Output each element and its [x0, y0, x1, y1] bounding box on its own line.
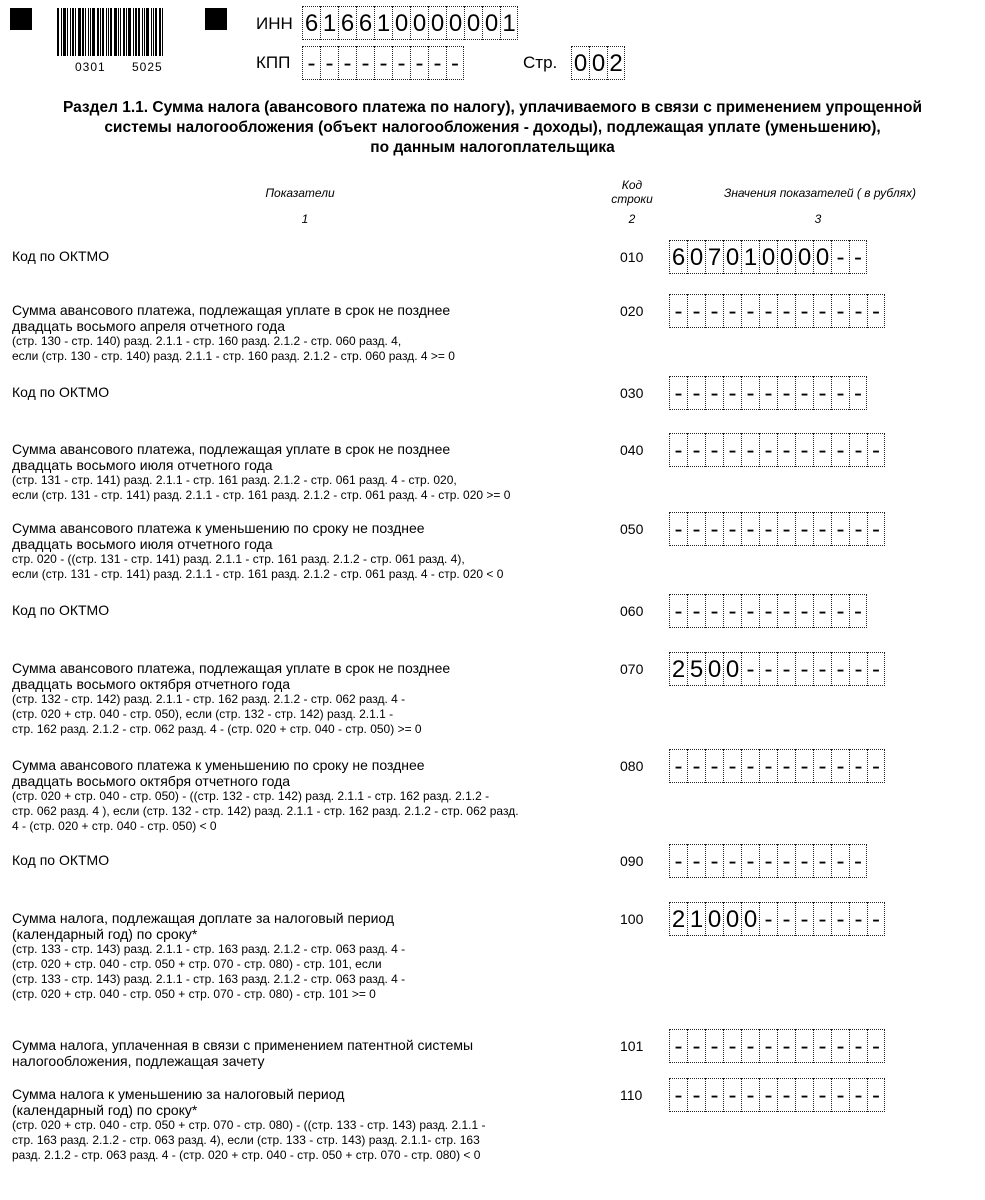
row-label: налогообложения, подлежащая зачету: [12, 1053, 265, 1069]
row-label: Сумма авансового платежа к уменьшению по сроку не позднее: [12, 520, 425, 536]
digit-cell: -: [723, 512, 741, 546]
barcode-bar: [70, 8, 71, 56]
digit-cell: -: [687, 376, 705, 410]
digit-cell: -: [759, 376, 777, 410]
digit-cell: -: [813, 294, 831, 328]
row-formula: стр. 162 разд. 2.1.2 - стр. 062 разд. 4 - (стр. 020 + стр. 040 - стр. 050) >= 0: [12, 722, 422, 736]
row-label: Сумма авансового платежа, подлежащая уплате в срок не позднее: [12, 660, 451, 676]
value-field-110[interactable]: [669, 1078, 885, 1112]
digit-cell: -: [813, 433, 831, 467]
row-formula: (стр. 020 + стр. 040 - стр. 050) - ((стр. 132 - стр. 142) разд. 2.1.1 - стр. 162 разд. 2.1.2 -: [12, 789, 490, 803]
digit-cell: -: [831, 376, 849, 410]
row-formula: (стр. 133 - стр. 143) разд. 2.1.1 - стр. 163 разд. 2.1.2 - стр. 063 разд. 4 -: [12, 942, 406, 956]
digit-cell: -: [741, 1029, 759, 1063]
digit-cell: -: [741, 594, 759, 628]
digit-cell: 2: [607, 46, 625, 80]
digit-cell: -: [813, 1029, 831, 1063]
row-formula: стр. 163 разд. 2.1.2 - стр. 063 разд. 4), если (стр. 133 - стр. 143) разд. 2.1.1- стр. 163: [12, 1133, 480, 1147]
inn-label: ИНН: [256, 14, 293, 33]
row-code: 100: [620, 911, 644, 927]
row-label: Сумма налога, подлежащая доплате за налоговый период: [12, 910, 395, 926]
row-code: 030: [620, 385, 644, 401]
digit-cell: -: [705, 1078, 723, 1112]
digit-cell: -: [741, 512, 759, 546]
digit-cell: -: [669, 433, 687, 467]
barcode-bar: [75, 8, 76, 56]
digit-cell: 1: [500, 6, 518, 40]
row-code: 060: [620, 603, 644, 619]
row-label: Код по ОКТМО: [12, 384, 110, 400]
barcode-bar: [118, 8, 119, 56]
value-field-030[interactable]: [669, 376, 867, 410]
digit-cell: -: [849, 902, 867, 936]
barcode-bar: [128, 8, 131, 56]
digit-cell: -: [813, 844, 831, 878]
digit-cell: -: [392, 46, 410, 80]
value-field-090[interactable]: [669, 844, 867, 878]
digit-cell: -: [867, 294, 885, 328]
digit-cell: -: [849, 749, 867, 783]
barcode-bar: [88, 8, 89, 56]
row-label: (календарный год) по сроку*: [12, 926, 198, 942]
value-field-040[interactable]: [669, 433, 885, 467]
digit-cell: -: [777, 844, 795, 878]
row-formula: если (стр. 131 - стр. 141) разд. 2.1.1 - стр. 161 разд. 2.1.2 - стр. 061 разд. 4 - стр. 020 < 0: [12, 567, 504, 581]
digit-cell: -: [741, 652, 759, 686]
digit-cell: 0: [705, 902, 723, 936]
digit-cell: 0: [759, 240, 777, 274]
value-field-100[interactable]: [669, 902, 885, 936]
barcode-bar: [67, 8, 68, 56]
digit-cell: 0: [446, 6, 464, 40]
digit-cell: -: [831, 1078, 849, 1112]
barcode-bar: [146, 8, 149, 56]
digit-cell: -: [723, 1078, 741, 1112]
digit-cell: -: [741, 376, 759, 410]
digit-cell: -: [723, 594, 741, 628]
digit-cell: -: [446, 46, 464, 80]
digit-cell: 0: [392, 6, 410, 40]
barcode-bar: [159, 8, 161, 56]
column-header-values: Значения показателей ( в рублях): [723, 186, 917, 200]
digit-cell: -: [705, 433, 723, 467]
column-header-code-line-1: Код: [621, 178, 643, 192]
digit-cell: -: [867, 512, 885, 546]
digit-cell: 6: [338, 6, 356, 40]
row-label: Код по ОКТМО: [12, 852, 110, 868]
digit-cell: -: [759, 512, 777, 546]
digit-cell: -: [849, 1029, 867, 1063]
barcode-bar: [144, 8, 145, 56]
value-field-050[interactable]: [669, 512, 885, 546]
section-title-line-1: Раздел 1.1. Сумма налога (авансового платежа по налогу), уплачиваемого в связи с применением упрощенной: [62, 99, 923, 116]
digit-cell: 0: [589, 46, 607, 80]
row-label: двадцать восьмого июля отчетного года: [12, 536, 273, 552]
digit-cell: -: [356, 46, 374, 80]
section-title-line-3: по данным налогоплательщика: [370, 139, 615, 156]
digit-cell: -: [410, 46, 428, 80]
digit-cell: -: [669, 844, 687, 878]
row-code: 010: [620, 249, 644, 265]
row-formula: (стр. 133 - стр. 143) разд. 2.1.1 - стр. 163 разд. 2.1.2 - стр. 063 разд. 4 -: [12, 972, 406, 986]
row-label: двадцать восьмого апреля отчетного года: [12, 318, 285, 334]
barcode-bar: [108, 8, 109, 56]
value-field-070[interactable]: [669, 652, 885, 686]
digit-cell: 2: [669, 902, 687, 936]
row-label: Сумма авансового платежа, подлежащая уплате в срок не позднее: [12, 441, 451, 457]
column-header-code: [597, 178, 667, 206]
digit-cell: -: [867, 902, 885, 936]
digit-cell: 0: [705, 652, 723, 686]
row-formula: (стр. 132 - стр. 142) разд. 2.1.1 - стр. 162 разд. 2.1.2 - стр. 062 разд. 4 -: [12, 692, 406, 706]
digit-cell: -: [705, 594, 723, 628]
digit-cell: -: [795, 376, 813, 410]
section-title-line-2: системы налогообложения (объект налогообложения - доходы), подлежащая уплате (уменьшению),: [104, 119, 881, 136]
digit-cell: -: [705, 749, 723, 783]
digit-cell: 0: [410, 6, 428, 40]
digit-cell: -: [687, 1078, 705, 1112]
row-formula: (стр. 020 + стр. 040 - стр. 050 + стр. 070 - стр. 080) - ((стр. 133 - стр. 143) разд. 2.1.1 -: [12, 1118, 486, 1132]
digit-cell: -: [705, 1029, 723, 1063]
barcode-bar: [92, 8, 95, 56]
digit-cell: -: [759, 1029, 777, 1063]
digit-cell: -: [741, 1078, 759, 1112]
digit-cell: -: [759, 294, 777, 328]
digit-cell: -: [669, 376, 687, 410]
digit-cell: 0: [464, 6, 482, 40]
digit-cell: -: [777, 1078, 795, 1112]
digit-cell: -: [831, 652, 849, 686]
digit-cell: 2: [669, 652, 687, 686]
digit-cell: -: [777, 594, 795, 628]
digit-cell: -: [831, 1029, 849, 1063]
digit-cell: -: [795, 512, 813, 546]
section-title: [0, 98, 985, 158]
barcode-bar: [72, 8, 74, 56]
digit-cell: -: [669, 594, 687, 628]
digit-cell: -: [813, 652, 831, 686]
value-field-101[interactable]: [669, 1029, 885, 1063]
row-formula: стр. 020 - ((стр. 131 - стр. 141) разд. 2.1.1 - стр. 161 разд. 2.1.2 - стр. 061 разд. 4),: [12, 552, 465, 566]
digit-cell: -: [759, 749, 777, 783]
digit-cell: -: [831, 294, 849, 328]
digit-cell: -: [795, 433, 813, 467]
digit-cell: -: [813, 1078, 831, 1112]
digit-cell: 0: [571, 46, 589, 80]
digit-cell: -: [669, 1078, 687, 1112]
column-number-3: 3: [814, 212, 822, 226]
kpp-label: КПП: [256, 53, 291, 72]
digit-cell: -: [687, 749, 705, 783]
row-code: 110: [620, 1087, 643, 1103]
barcode-bar: [57, 8, 59, 56]
digit-cell: -: [759, 433, 777, 467]
digit-cell: -: [813, 902, 831, 936]
digit-cell: -: [723, 294, 741, 328]
barcode-bar: [97, 8, 99, 56]
digit-cell: -: [741, 433, 759, 467]
digit-cell: -: [741, 844, 759, 878]
digit-cell: 1: [741, 240, 759, 274]
barcode-bar: [135, 8, 137, 56]
digit-cell: -: [867, 433, 885, 467]
corner-marker-left: [10, 8, 32, 30]
row-label: Код по ОКТМО: [12, 248, 110, 264]
digit-cell: -: [705, 844, 723, 878]
row-formula: (стр. 020 + стр. 040 - стр. 050), если (стр. 132 - стр. 142) разд. 2.1.1 -: [12, 707, 394, 721]
barcode-bar: [110, 8, 112, 56]
digit-cell: -: [687, 512, 705, 546]
row-formula: если (стр. 130 - стр. 140) разд. 2.1.1 - стр. 160 разд. 2.1.2 - стр. 060 разд. 4 >= 0: [12, 349, 455, 363]
digit-cell: -: [795, 844, 813, 878]
row-label: двадцать восьмого октября отчетного года: [12, 676, 291, 692]
digit-cell: -: [759, 594, 777, 628]
digit-cell: -: [320, 46, 338, 80]
digit-cell: 1: [374, 6, 392, 40]
digit-cell: 0: [777, 240, 795, 274]
digit-cell: -: [687, 294, 705, 328]
row-label: двадцать восьмого октября отчетного года: [12, 773, 291, 789]
digit-cell: -: [687, 594, 705, 628]
digit-cell: -: [849, 240, 867, 274]
digit-cell: 0: [687, 240, 705, 274]
barcode-number-right: 5025: [132, 60, 163, 74]
barcode-bar: [63, 8, 66, 56]
digit-cell: -: [723, 1029, 741, 1063]
digit-cell: -: [795, 294, 813, 328]
digit-cell: -: [777, 652, 795, 686]
digit-cell: -: [374, 46, 392, 80]
digit-cell: -: [705, 512, 723, 546]
digit-cell: -: [687, 433, 705, 467]
barcode-bar: [162, 8, 163, 56]
digit-cell: -: [795, 652, 813, 686]
digit-cell: -: [849, 652, 867, 686]
row-formula: разд. 2.1.2 - стр. 063 разд. 4 - (стр. 020 + стр. 040 - стр. 050 + стр. 070 - стр. 080) < 0: [12, 1148, 481, 1162]
value-field-010[interactable]: [669, 240, 867, 274]
row-code: 050: [620, 521, 644, 537]
digit-cell: -: [669, 512, 687, 546]
digit-cell: -: [831, 749, 849, 783]
value-field-080[interactable]: [669, 749, 885, 783]
column-number-1: 1: [301, 212, 309, 226]
digit-cell: -: [777, 902, 795, 936]
digit-cell: 7: [705, 240, 723, 274]
digit-cell: -: [687, 844, 705, 878]
digit-cell: -: [669, 1029, 687, 1063]
digit-cell: -: [777, 376, 795, 410]
digit-cell: -: [831, 594, 849, 628]
digit-cell: -: [849, 594, 867, 628]
barcode-bar: [106, 8, 107, 56]
digit-cell: -: [687, 1029, 705, 1063]
digit-cell: -: [338, 46, 356, 80]
digit-cell: -: [831, 844, 849, 878]
digit-cell: -: [867, 652, 885, 686]
digit-cell: -: [831, 512, 849, 546]
digit-cell: -: [867, 1078, 885, 1112]
barcode-bar: [142, 8, 143, 56]
digit-cell: -: [759, 652, 777, 686]
row-formula: (стр. 020 + стр. 040 - стр. 050 + стр. 070 - стр. 080) - стр. 101, если: [12, 957, 382, 971]
row-code: 101: [620, 1038, 644, 1054]
barcode-bar: [114, 8, 117, 56]
digit-cell: -: [723, 749, 741, 783]
digit-cell: 6: [669, 240, 687, 274]
digit-cell: -: [777, 512, 795, 546]
digit-cell: -: [705, 294, 723, 328]
row-label: (календарный год) по сроку*: [12, 1102, 198, 1118]
digit-cell: -: [759, 1078, 777, 1112]
digit-cell: 0: [723, 902, 741, 936]
digit-cell: -: [813, 512, 831, 546]
digit-cell: 0: [741, 902, 759, 936]
digit-cell: -: [777, 294, 795, 328]
digit-cell: 0: [813, 240, 831, 274]
row-code: 070: [620, 661, 644, 677]
digit-cell: 0: [795, 240, 813, 274]
digit-cell: -: [813, 749, 831, 783]
barcode-bar: [85, 8, 86, 56]
value-field-060[interactable]: [669, 594, 867, 628]
column-number-2: 2: [628, 212, 636, 226]
corner-marker-right: [205, 8, 227, 30]
barcode-bar: [82, 8, 84, 56]
barcode: [57, 8, 164, 56]
digit-cell: -: [831, 902, 849, 936]
barcode-bar: [100, 8, 101, 56]
digit-cell: -: [669, 749, 687, 783]
row-label: Сумма авансового платежа, подлежащая уплате в срок не позднее: [12, 302, 451, 318]
barcode-bar: [123, 8, 125, 56]
row-code: 090: [620, 853, 644, 869]
digit-cell: -: [849, 376, 867, 410]
digit-cell: -: [813, 594, 831, 628]
digit-cell: -: [723, 433, 741, 467]
digit-cell: -: [849, 512, 867, 546]
column-header-code-line-2: строки: [611, 192, 653, 206]
barcode-bar: [102, 8, 104, 56]
digit-cell: 5: [687, 652, 705, 686]
row-label: Сумма налога к уменьшению за налоговый период: [12, 1086, 345, 1102]
row-code: 020: [620, 303, 644, 319]
row-label: Код по ОКТМО: [12, 602, 110, 618]
digit-cell: -: [795, 1029, 813, 1063]
digit-cell: -: [795, 1078, 813, 1112]
digit-cell: 0: [723, 240, 741, 274]
value-field-020[interactable]: [669, 294, 885, 328]
row-formula: (стр. 020 + стр. 040 - стр. 050 + стр. 070 - стр. 080) - стр. 101 >= 0: [12, 987, 376, 1001]
digit-cell: 0: [723, 652, 741, 686]
row-formula: если (стр. 131 - стр. 141) разд. 2.1.1 - стр. 161 разд. 2.1.2 - стр. 061 разд. 4 - стр. 020 >= 0: [12, 488, 511, 502]
digit-cell: -: [777, 1029, 795, 1063]
digit-cell: -: [795, 749, 813, 783]
page-label: Стр.: [523, 53, 558, 72]
digit-cell: -: [849, 1078, 867, 1112]
row-formula: (стр. 130 - стр. 140) разд. 2.1.1 - стр. 160 разд. 2.1.2 - стр. 060 разд. 4,: [12, 334, 402, 348]
row-label: двадцать восьмого июля отчетного года: [12, 457, 273, 473]
digit-cell: -: [759, 844, 777, 878]
digit-cell: -: [831, 240, 849, 274]
barcode-bar: [133, 8, 134, 56]
row-formula: 4 - (стр. 020 + стр. 040 - стр. 050) < 0: [12, 819, 217, 833]
row-label: Сумма налога, уплаченная в связи с применением патентной системы: [12, 1037, 474, 1053]
digit-cell: 0: [428, 6, 446, 40]
digit-cell: -: [777, 749, 795, 783]
barcode-bar: [90, 8, 91, 56]
digit-cell: -: [795, 594, 813, 628]
barcode-bar: [153, 8, 154, 56]
digit-cell: -: [302, 46, 320, 80]
digit-cell: 1: [320, 6, 338, 40]
digit-cell: 6: [356, 6, 374, 40]
row-formula: (стр. 131 - стр. 141) разд. 2.1.1 - стр. 161 разд. 2.1.2 - стр. 061 разд. 4 - стр. 020,: [12, 473, 457, 487]
kpp-field[interactable]: [302, 46, 464, 80]
digit-cell: -: [777, 433, 795, 467]
digit-cell: -: [759, 902, 777, 936]
barcode-bar: [78, 8, 81, 56]
digit-cell: -: [741, 294, 759, 328]
row-code: 080: [620, 758, 644, 774]
digit-cell: 0: [482, 6, 500, 40]
barcode-bar: [120, 8, 121, 56]
digit-cell: -: [849, 844, 867, 878]
column-header-indicators: Показатели: [265, 186, 335, 200]
digit-cell: -: [867, 1029, 885, 1063]
digit-cell: -: [705, 376, 723, 410]
digit-cell: -: [849, 294, 867, 328]
inn-field[interactable]: [302, 6, 518, 40]
digit-cell: -: [723, 376, 741, 410]
row-label: Сумма авансового платежа к уменьшению по сроку не позднее: [12, 757, 425, 773]
row-formula: стр. 062 разд. 4 ), если (стр. 132 - стр. 142) разд. 2.1.1 - стр. 162 разд. 2.1.2 - стр. 062 разд.: [12, 804, 519, 818]
page-number-field[interactable]: [571, 46, 625, 80]
digit-cell: 6: [302, 6, 320, 40]
digit-cell: -: [867, 749, 885, 783]
digit-cell: -: [813, 376, 831, 410]
digit-cell: -: [741, 749, 759, 783]
barcode-number-left: 0301: [75, 60, 106, 74]
barcode-bar: [155, 8, 157, 56]
digit-cell: -: [428, 46, 446, 80]
barcode-bar: [138, 8, 140, 56]
row-code: 040: [620, 442, 644, 458]
barcode-bar: [151, 8, 152, 56]
digit-cell: -: [831, 433, 849, 467]
digit-cell: -: [723, 844, 741, 878]
digit-cell: 1: [687, 902, 705, 936]
digit-cell: -: [849, 433, 867, 467]
digit-cell: -: [795, 902, 813, 936]
digit-cell: -: [669, 294, 687, 328]
barcode-bar: [61, 8, 62, 56]
barcode-bar: [126, 8, 127, 56]
